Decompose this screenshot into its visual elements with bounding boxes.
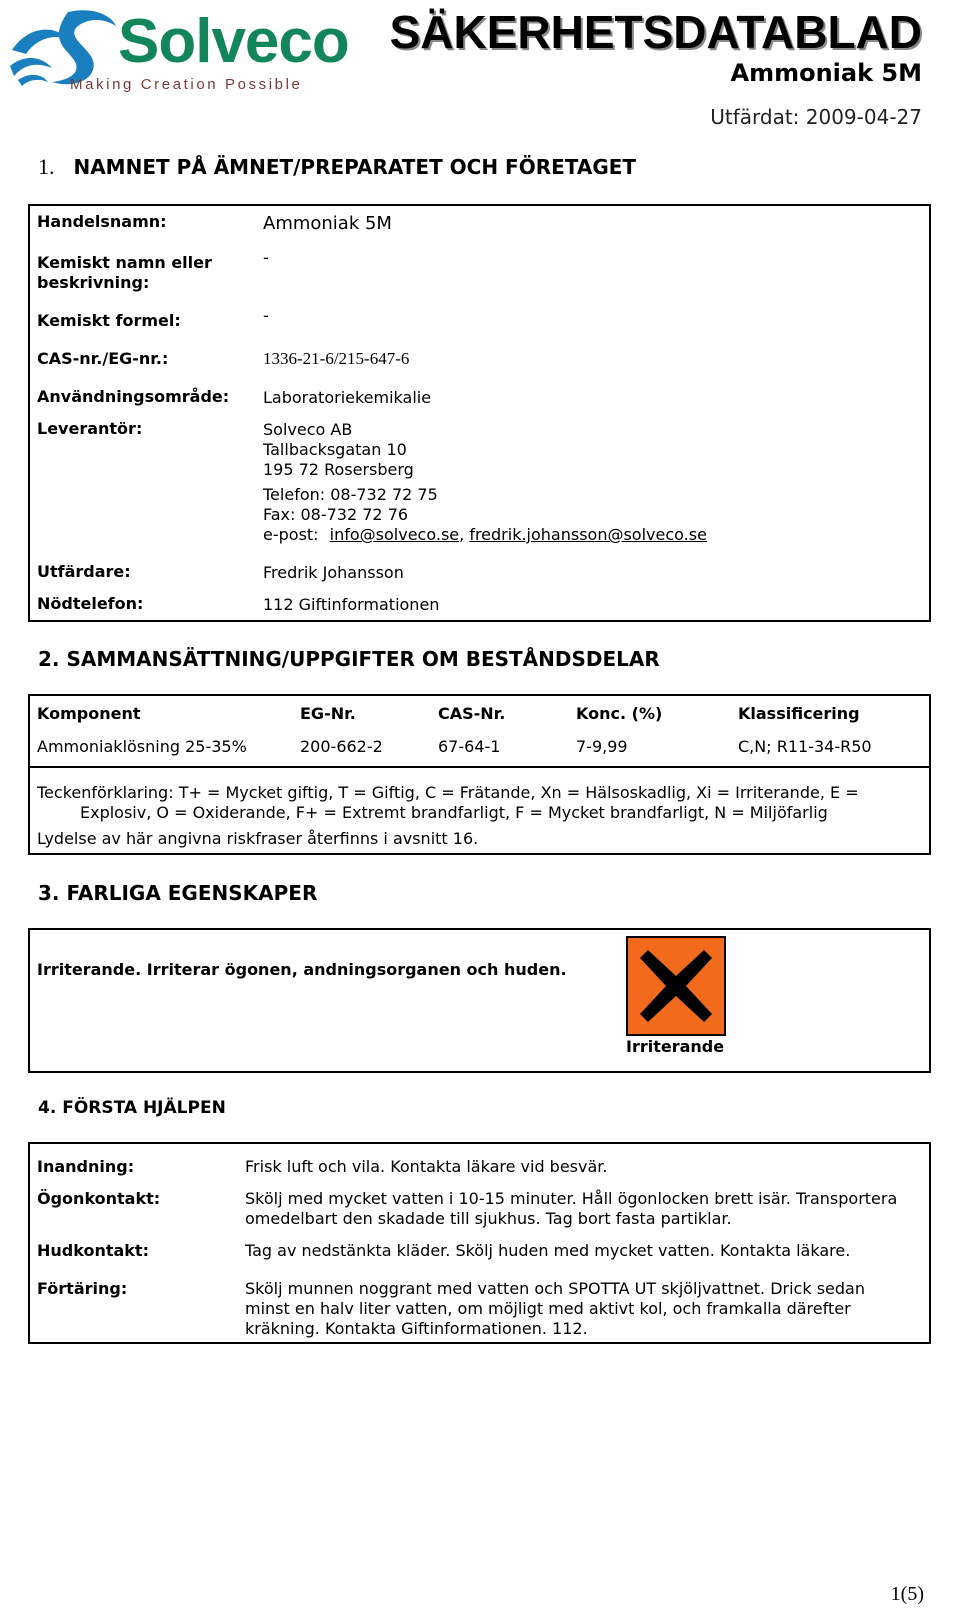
section1-heading <box>38 155 636 179</box>
irritant-hazard-icon <box>626 936 726 1036</box>
section2-divider <box>28 766 931 768</box>
supplier-contact <box>263 485 707 545</box>
trade-name-value: Ammoniak 5M <box>263 213 392 234</box>
component-conc: 7-9,99 <box>576 737 628 756</box>
email-prefix: e-post: <box>263 525 319 544</box>
trade-name-label: Handelsnamn: <box>37 212 167 231</box>
use-label: Användningsområde: <box>37 387 230 406</box>
section4-heading: 4. FÖRSTA HJÄLPEN <box>38 1098 226 1118</box>
page-number: 1(5) <box>890 1583 924 1605</box>
supplier-address <box>263 420 414 480</box>
first-aid-line: Skölj munnen noggrant med vatten och SPOTTA UT skjöljvattnet. Drick sedan <box>245 1279 865 1298</box>
formula-label: Kemiskt formel: <box>37 311 181 330</box>
first-aid-label-ingestion: Förtäring: <box>37 1279 128 1298</box>
section3-heading: 3. FARLIGA EGENSKAPER <box>38 881 318 905</box>
cas-value: 1336-21-6/215-647-6 <box>263 349 410 368</box>
section3-box <box>28 928 931 1073</box>
supplier-line: Solveco AB <box>263 420 353 439</box>
legend-line2: Explosiv, O = Oxiderande, F+ = Extremt brandfarligt, F = Mycket brandfarligt, N = Miljöfarlig <box>80 803 828 822</box>
section1-title: NAMNET PÅ ÄMNET/PREPARATET OCH FÖRETAGET <box>73 155 637 179</box>
first-aid-label-eye: Ögonkontakt: <box>37 1189 161 1208</box>
legend-line1: Teckenförklaring: T+ = Mycket giftig, T = Giftig, C = Frätande, Xn = Hälsoskadlig, Xi = Irriterande, E = <box>37 783 859 802</box>
emergency-value: 112 Giftinformationen <box>263 595 440 614</box>
first-aid-line: Skölj med mycket vatten i 10-15 minuter. Håll ögonlocken brett isär. Transportera <box>245 1189 898 1208</box>
supplier-line: 195 72 Rosersberg <box>263 460 414 479</box>
first-aid-text-eye <box>245 1189 897 1229</box>
r-phrase-note: Lydelse av här angivna riskfraser återfinns i avsnitt 16. <box>37 829 479 848</box>
col-header-conc: Konc. (%) <box>576 704 663 723</box>
component-name: Ammoniaklösning 25-35% <box>37 737 247 756</box>
formula-value: - <box>263 306 269 325</box>
col-header-cas: CAS-Nr. <box>438 704 506 723</box>
supplier-label: Leverantör: <box>37 419 143 438</box>
col-header-eg: EG-Nr. <box>300 704 356 723</box>
first-aid-line: omedelbart den skadade till sjukhus. Tag bort fasta partiklar. <box>245 1209 732 1228</box>
issuer-label: Utfärdare: <box>37 562 131 581</box>
component-eg: 200-662-2 <box>300 737 383 756</box>
first-aid-line: kräkning. Kontakta Giftinformationen. 112. <box>245 1319 588 1338</box>
email-link-fredrik[interactable]: fredrik.johansson@solveco.se <box>469 525 707 544</box>
first-aid-label-skin: Hudkontakt: <box>37 1241 149 1260</box>
email-link-info[interactable]: info@solveco.se <box>329 525 460 544</box>
fax-number: Fax: 08-732 72 76 <box>263 505 409 524</box>
first-aid-text-inhalation <box>245 1157 607 1177</box>
first-aid-text-ingestion <box>245 1279 865 1339</box>
issuer-value: Fredrik Johansson <box>263 563 404 582</box>
cas-label: CAS-nr./EG-nr.: <box>37 349 169 368</box>
hazard-symbol-label: Irriterande <box>626 1037 725 1056</box>
logo-tagline: Making Creation Possible <box>70 76 303 93</box>
col-header-classification: Klassificering <box>738 704 860 723</box>
first-aid-line: Tag av nedstänkta kläder. Skölj huden med mycket vatten. Kontakta läkare. <box>245 1241 851 1260</box>
issue-date: Utfärdat: 2009-04-27 <box>710 105 922 129</box>
chemical-name-value: - <box>263 248 269 267</box>
use-value: Laboratoriekemikalie <box>263 388 432 407</box>
chemical-name-label-line2: beskrivning: <box>37 273 150 292</box>
product-name-header: Ammoniak 5M <box>730 59 922 87</box>
first-aid-line: Frisk luft och vila. Kontakta läkare vid besvär. <box>245 1157 608 1176</box>
first-aid-line: minst en halv liter vatten, om möjligt med aktivt kol, och framkalla därefter <box>245 1299 851 1318</box>
logo-wordmark: Solveco <box>118 7 349 76</box>
chemical-name-label-line1: Kemiskt namn eller <box>37 253 212 272</box>
first-aid-label-inhalation: Inandning: <box>37 1157 135 1176</box>
email-separator: , <box>459 525 465 544</box>
supplier-line: Tallbacksgatan 10 <box>263 440 407 459</box>
col-header-component: Komponent <box>37 704 141 723</box>
first-aid-text-skin <box>245 1241 850 1261</box>
chemical-name-label <box>37 253 212 293</box>
emergency-label: Nödtelefon: <box>37 594 144 613</box>
section2-heading: 2. SAMMANSÄTTNING/UPPGIFTER OM BESTÅNDSDELAR <box>38 647 660 671</box>
document-title: SÄKERHETSDATABLAD <box>389 6 922 58</box>
section1-number: 1. <box>38 154 55 179</box>
phone-number: Telefon: 08-732 72 75 <box>263 485 438 504</box>
solveco-logo-mark <box>8 6 120 86</box>
component-cas: 67-64-1 <box>438 737 501 756</box>
email-line <box>263 525 707 545</box>
hazard-statement: Irriterande. Irriterar ögonen, andningsorganen och huden. <box>37 960 567 979</box>
component-classification: C,N; R11-34-R50 <box>738 737 872 756</box>
